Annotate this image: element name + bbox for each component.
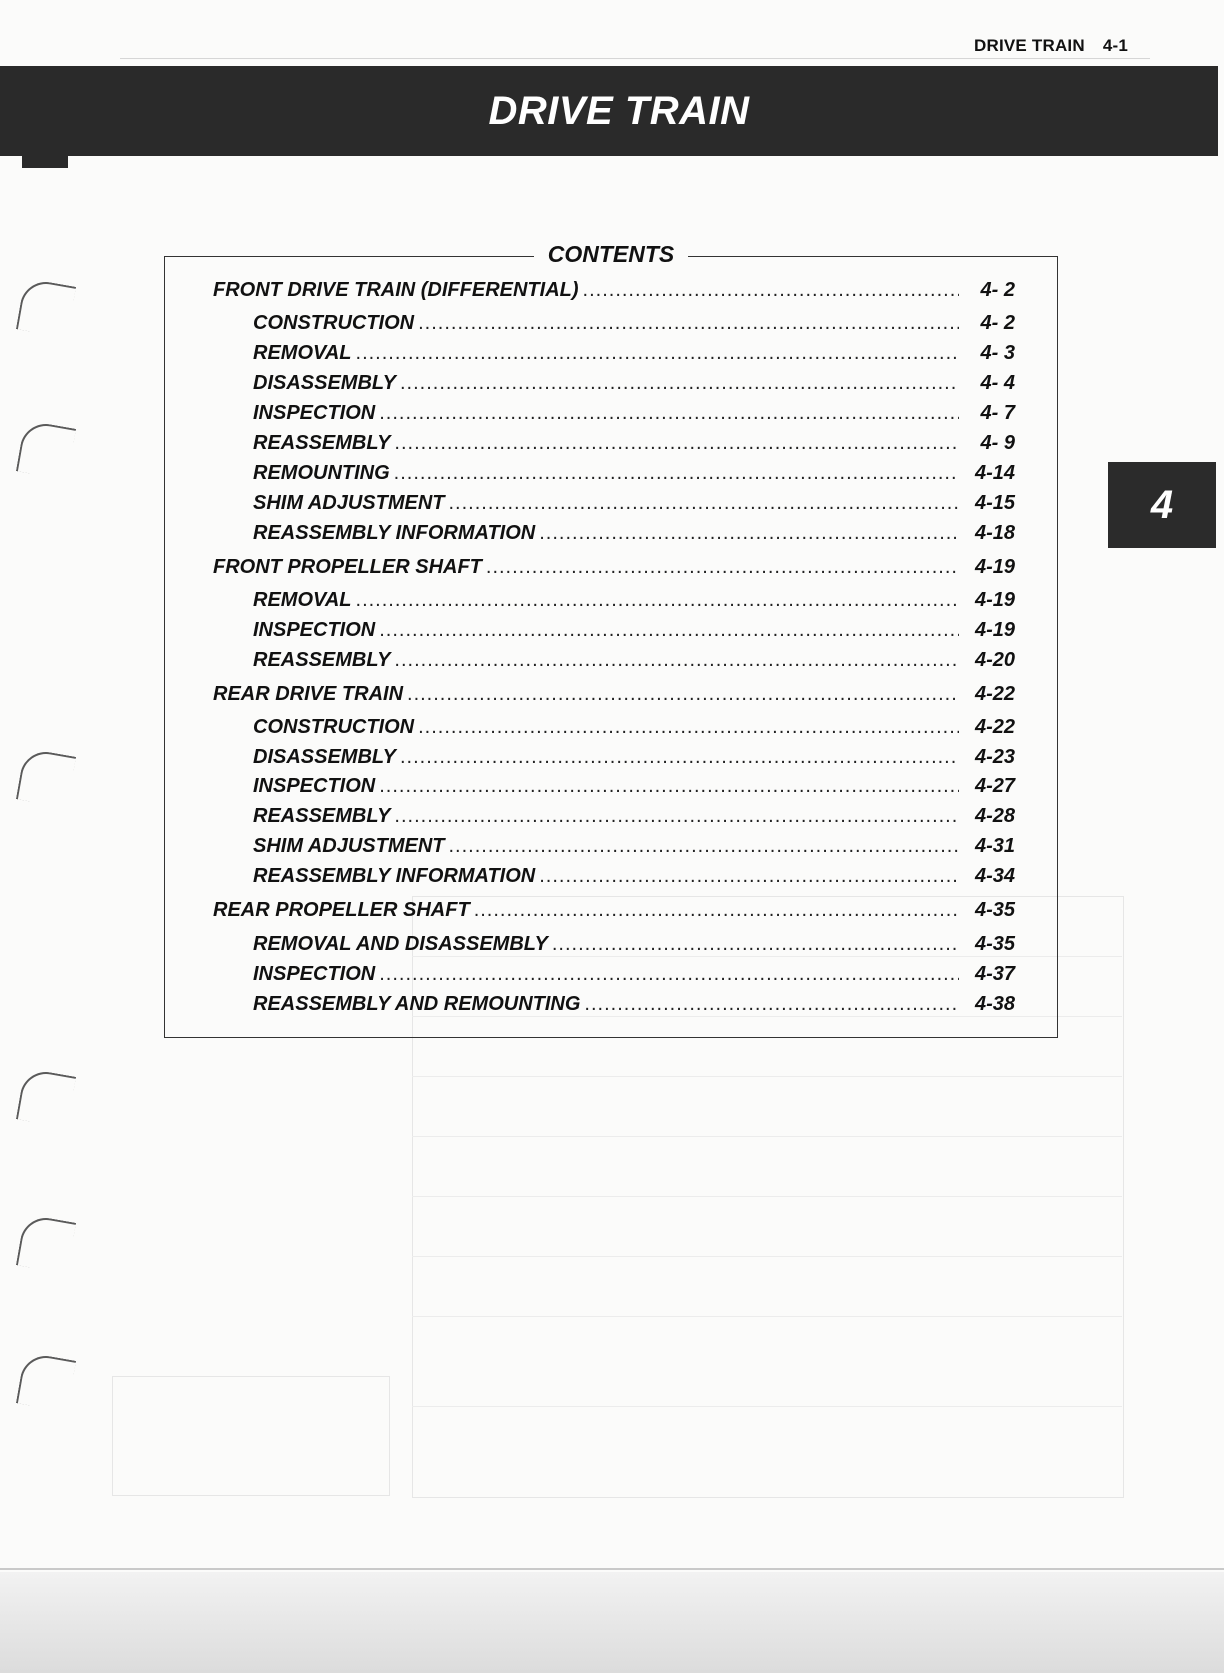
toc-dot-leader xyxy=(448,835,959,858)
title-bar-notch xyxy=(22,140,68,168)
toc-entry-page: 4-34 xyxy=(974,865,1015,887)
toc-dot-leader xyxy=(448,492,959,515)
toc-entry xyxy=(253,312,1015,335)
toc-entry-label: REMOVAL AND DISASSEMBLY xyxy=(253,933,548,955)
toc-entry-page: 4-19 xyxy=(974,556,1015,578)
toc-entry-label: FRONT DRIVE TRAIN (DIFFERENTIAL) xyxy=(213,279,579,301)
contents-box xyxy=(164,241,1058,1038)
chapter-tab xyxy=(1108,462,1216,548)
toc-dot-leader xyxy=(400,372,959,395)
toc-dot-leader xyxy=(379,775,959,798)
toc-entry-page: 4- 7 xyxy=(980,402,1015,424)
toc-entry xyxy=(213,683,1015,706)
toc-entry-label: DISASSEMBLY xyxy=(253,372,396,394)
toc-entry-page: 4-38 xyxy=(974,993,1015,1015)
toc-entry-page: 4- 2 xyxy=(980,312,1015,334)
toc-entry-page: 4-23 xyxy=(974,746,1015,768)
contents-heading-wrap xyxy=(165,241,1057,268)
toc-entry xyxy=(253,522,1015,545)
toc-entry xyxy=(253,462,1015,485)
toc-entry xyxy=(253,372,1015,395)
toc-entry-label: CONSTRUCTION xyxy=(253,312,415,334)
toc-dot-leader xyxy=(552,933,959,956)
title-bar xyxy=(0,66,1218,156)
toc-entry xyxy=(213,556,1015,579)
toc-entry xyxy=(213,279,1015,302)
toc-entry-page: 4-19 xyxy=(974,619,1015,641)
header-rule xyxy=(120,58,1150,59)
binder-hole-mark xyxy=(16,748,76,808)
running-header-section: DRIVE TRAIN xyxy=(974,36,1085,55)
toc-entry-label: CONSTRUCTION xyxy=(253,716,415,738)
toc-entry-page: 4- 3 xyxy=(980,342,1015,364)
binder-hole-mark xyxy=(16,1068,76,1128)
bleed-through-line xyxy=(412,1316,1122,1317)
toc-entry-page: 4-22 xyxy=(974,716,1015,738)
bleed-through-line xyxy=(412,1076,1122,1077)
toc-entry xyxy=(253,865,1015,888)
page-bottom-shade xyxy=(0,1572,1224,1673)
toc-dot-leader xyxy=(474,899,959,922)
toc-entry xyxy=(253,342,1015,365)
running-header xyxy=(974,36,1128,56)
toc-entry-page: 4- 9 xyxy=(980,432,1015,454)
toc-entry xyxy=(213,899,1015,922)
toc-entry-label: REASSEMBLY INFORMATION xyxy=(253,522,536,544)
toc-entry-label: REAR DRIVE TRAIN xyxy=(213,683,404,705)
toc-entry-page: 4- 2 xyxy=(980,279,1015,301)
toc-entry-label: REASSEMBLY xyxy=(253,649,391,671)
toc-entry-label: REASSEMBLY AND REMOUNTING xyxy=(253,993,581,1015)
toc-entry xyxy=(253,402,1015,425)
toc-entry xyxy=(253,746,1015,769)
toc-entry-label: REASSEMBLY xyxy=(253,805,391,827)
toc-entry-label: REMOVAL xyxy=(253,589,352,611)
toc-entry-page: 4-20 xyxy=(974,649,1015,671)
toc-dot-leader xyxy=(379,619,959,642)
toc-dot-leader xyxy=(394,649,959,672)
toc-entry-label: INSPECTION xyxy=(253,402,376,424)
bleed-through-small-table xyxy=(112,1376,390,1496)
toc-entry-label: SHIM ADJUSTMENT xyxy=(253,835,445,857)
toc-entry xyxy=(253,775,1015,798)
toc-entry xyxy=(253,619,1015,642)
toc-dot-leader xyxy=(539,865,959,888)
toc-entry-label: FRONT PROPELLER SHAFT xyxy=(213,556,482,578)
toc-entry xyxy=(253,835,1015,858)
chapter-tab-number: 4 xyxy=(1150,482,1174,527)
toc-entry-page: 4-27 xyxy=(974,775,1015,797)
toc-entry-page: 4-22 xyxy=(974,683,1015,705)
bleed-through-line xyxy=(412,1196,1122,1197)
toc-entry-page: 4-14 xyxy=(974,462,1015,484)
toc-entry xyxy=(253,432,1015,455)
toc-dot-leader xyxy=(400,746,959,769)
toc-entry xyxy=(253,589,1015,612)
toc-dot-leader xyxy=(407,683,959,706)
toc-dot-leader xyxy=(418,716,959,739)
toc-entry-page: 4-35 xyxy=(974,899,1015,921)
binder-hole-mark xyxy=(16,420,76,480)
toc-entry xyxy=(253,716,1015,739)
toc-entry-page: 4-28 xyxy=(974,805,1015,827)
toc-entry-label: SHIM ADJUSTMENT xyxy=(253,492,445,514)
binder-hole-mark xyxy=(16,1214,76,1274)
bleed-through-line xyxy=(412,1406,1122,1407)
footer-rule xyxy=(0,1568,1224,1570)
binder-hole-mark xyxy=(16,278,76,338)
toc-entry xyxy=(253,649,1015,672)
toc-dot-leader xyxy=(539,522,959,545)
toc-entry-label: REMOVAL xyxy=(253,342,352,364)
toc-dot-leader xyxy=(356,342,959,365)
toc-entry-label: REASSEMBLY INFORMATION xyxy=(253,865,536,887)
toc-dot-leader xyxy=(418,312,959,335)
toc-dot-leader xyxy=(486,556,959,579)
toc-dot-leader xyxy=(394,462,959,485)
toc-entry-page: 4-19 xyxy=(974,589,1015,611)
toc-entry xyxy=(253,993,1015,1016)
toc-entry-page: 4-18 xyxy=(974,522,1015,544)
toc-entry-label: DISASSEMBLY xyxy=(253,746,396,768)
toc-entry-page: 4-15 xyxy=(974,492,1015,514)
toc-entry xyxy=(253,492,1015,515)
toc-entry xyxy=(253,933,1015,956)
toc-dot-leader xyxy=(394,805,959,828)
toc-entry-page: 4- 4 xyxy=(980,372,1015,394)
toc-entry xyxy=(253,963,1015,986)
contents-heading: CONTENTS xyxy=(534,241,689,267)
toc-entry-label: REAR PROPELLER SHAFT xyxy=(213,899,470,921)
binder-hole-mark xyxy=(16,1352,76,1412)
bleed-through-line xyxy=(412,1136,1122,1137)
toc-entry-label: INSPECTION xyxy=(253,775,376,797)
toc-entry-page: 4-37 xyxy=(974,963,1015,985)
toc-entry xyxy=(253,805,1015,828)
toc-dot-leader xyxy=(379,963,959,986)
toc-entry-label: INSPECTION xyxy=(253,619,376,641)
toc-dot-leader xyxy=(583,279,959,302)
toc-entry-page: 4-35 xyxy=(974,933,1015,955)
toc-dot-leader xyxy=(394,432,959,455)
toc-entry-label: INSPECTION xyxy=(253,963,376,985)
toc-entry-label: REMOUNTING xyxy=(253,462,390,484)
toc-dot-leader xyxy=(584,993,959,1016)
bleed-through-line xyxy=(412,1256,1122,1257)
toc-dot-leader xyxy=(356,589,959,612)
running-header-page: 4-1 xyxy=(1102,36,1128,55)
toc-entry-page: 4-31 xyxy=(974,835,1015,857)
page-title: DRIVE TRAIN xyxy=(488,88,750,133)
toc-entry-label: REASSEMBLY xyxy=(253,432,391,454)
toc-dot-leader xyxy=(379,402,959,425)
